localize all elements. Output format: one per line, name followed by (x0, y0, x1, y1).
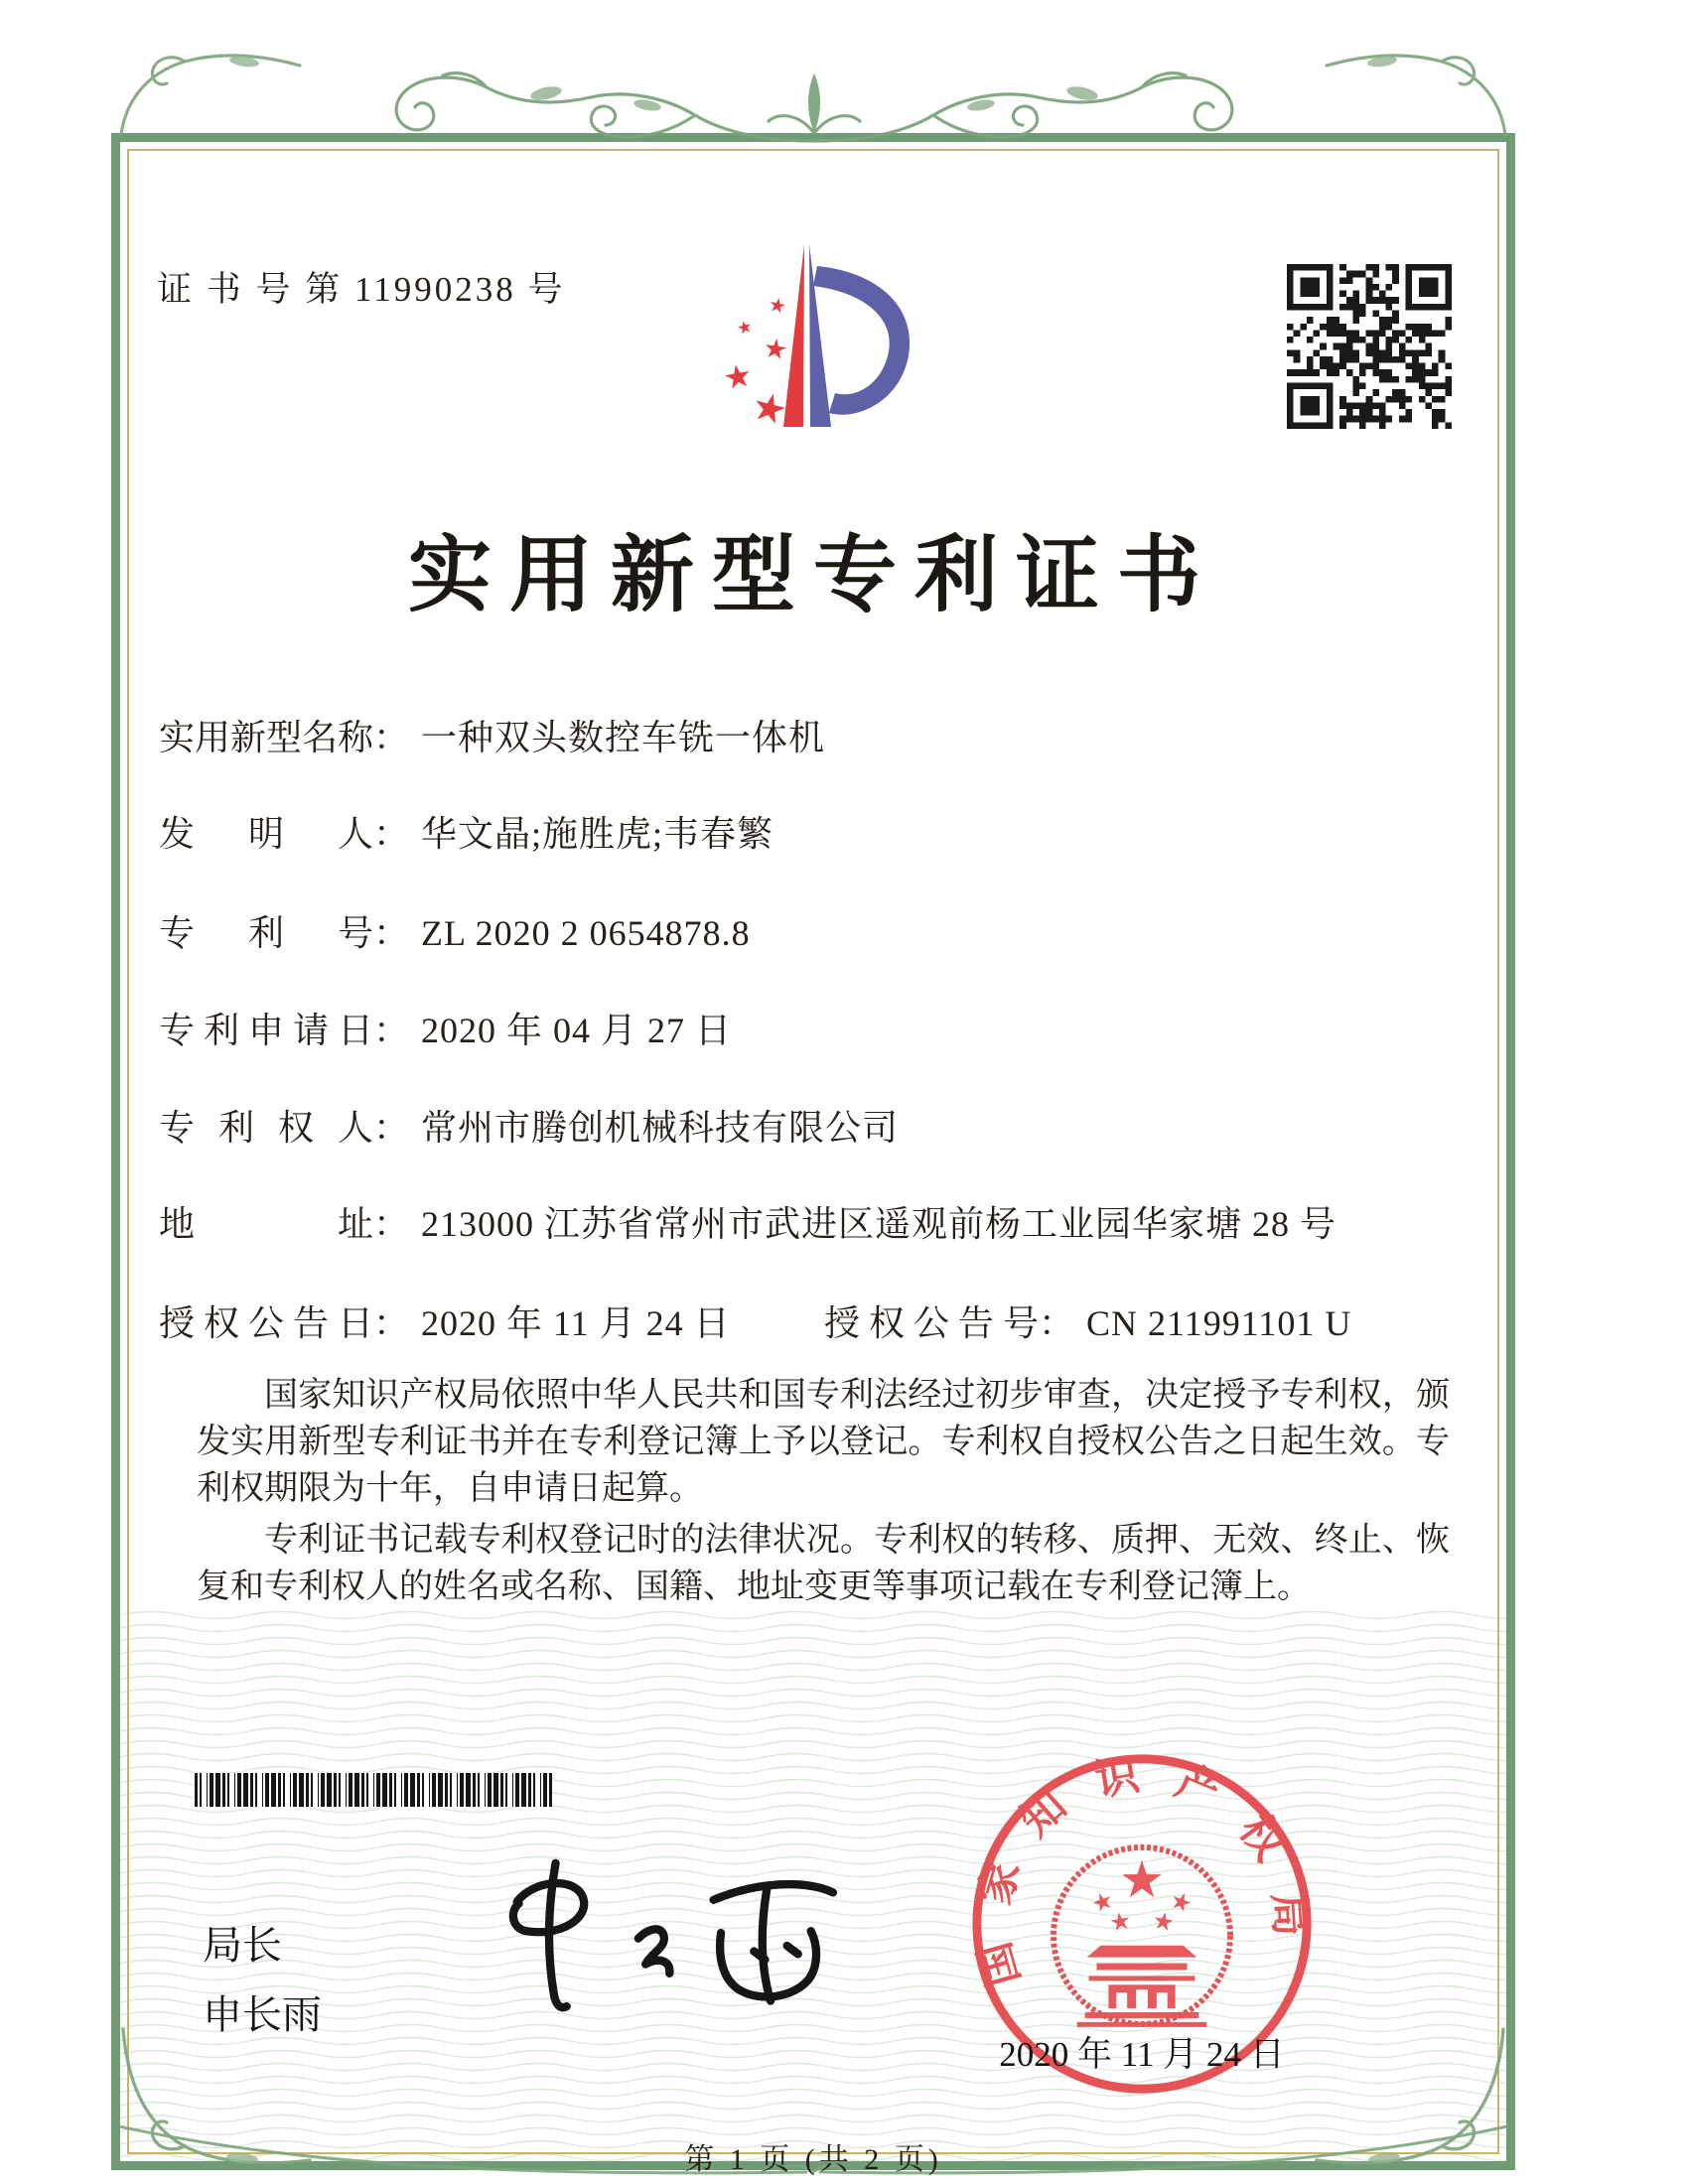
field-label: 授权公告日 (159, 1303, 373, 1343)
field-colon: ： (373, 913, 410, 953)
certificate-title: 实用新型专利证书 (407, 530, 1218, 622)
top-border-ornament (367, 46, 1261, 157)
field-label: 发明人 (159, 814, 373, 854)
certificate-number: 证 书 号 第 11990238 号 (157, 270, 566, 309)
officer-title: 局长 (203, 1924, 282, 1968)
field-colon: ： (373, 1108, 410, 1148)
field-value: 常州市腾创机械科技有限公司 (421, 1108, 900, 1148)
barcode-image (195, 1773, 552, 1807)
field-colon: ： (373, 718, 410, 757)
field-colon: ： (373, 1204, 410, 1244)
field-label: 专利权人 (159, 1108, 373, 1148)
field-colon: ： (373, 1011, 410, 1050)
field-row-filing-date (159, 1003, 732, 1053)
field-colon: ： (1039, 1303, 1075, 1343)
field-grant-number (824, 1296, 1351, 1346)
cnipa-logo-icon (690, 236, 923, 450)
field-row-patent-number (159, 905, 751, 956)
field-colon: ： (373, 1303, 410, 1343)
field-label: 授权公告号 (824, 1303, 1039, 1343)
field-colon: ： (373, 814, 410, 854)
field-value: 2020 年 04 月 27 日 (421, 1011, 733, 1050)
officer-name: 申长雨 (203, 1993, 322, 2037)
field-value: 华文晶;施胜虎;韦春繁 (421, 814, 774, 854)
field-label: 专利号 (159, 913, 373, 953)
field-row-inventors (159, 806, 774, 857)
legal-paragraph: 国家知识产权局依照中华人民共和国专利法经过初步审查，决定授予专利权，颁发实用新型专利证书并在专利登记簿上予以登记。专利权自授权公告之日起生效。专利权期限为十年，自申请日起算。 (197, 1377, 1450, 1507)
director-signature (467, 1848, 854, 2032)
field-value: 213000 江苏省常州市武进区遥观前杨工业园华家塘 28 号 (421, 1204, 1337, 1244)
qr-code-image (1287, 264, 1452, 429)
field-label: 专利申请日 (159, 1011, 373, 1050)
field-value: ZL 2020 2 0654878.8 (421, 913, 751, 953)
field-value: 一种双头数控车铣一体机 (421, 718, 826, 757)
field-label: 实用新型名称 (159, 718, 374, 757)
national-emblem-icon (1077, 1860, 1207, 2027)
top-right-corner-ornament (1323, 48, 1511, 139)
field-row-patentee (159, 1100, 899, 1151)
legal-paragraph: 专利证书记载专利权登记时的法律状况。专利权的转移、质押、无效、终止、恢复和专利权人的姓名或名称、国籍、地址变更等事项记载在专利登记簿上。 (197, 1522, 1450, 1605)
field-row-grant (159, 1296, 1352, 1346)
seal-org-text: 国家知识产权局 (971, 1751, 1315, 1991)
field-row-address (159, 1196, 1336, 1247)
field-value: 2020 年 11 月 24 日 (421, 1303, 731, 1343)
field-value: CN 211991101 U (1086, 1303, 1352, 1343)
field-label: 地址 (159, 1204, 373, 1244)
top-left-corner-ornament (115, 48, 304, 139)
seal-date: 2020 年 11 月 24 日 (999, 2035, 1285, 2074)
page-number: 第 1 页 (共 2 页) (684, 2143, 942, 2176)
legal-text (197, 1372, 1450, 1610)
field-row-utility-model-name (159, 710, 825, 760)
